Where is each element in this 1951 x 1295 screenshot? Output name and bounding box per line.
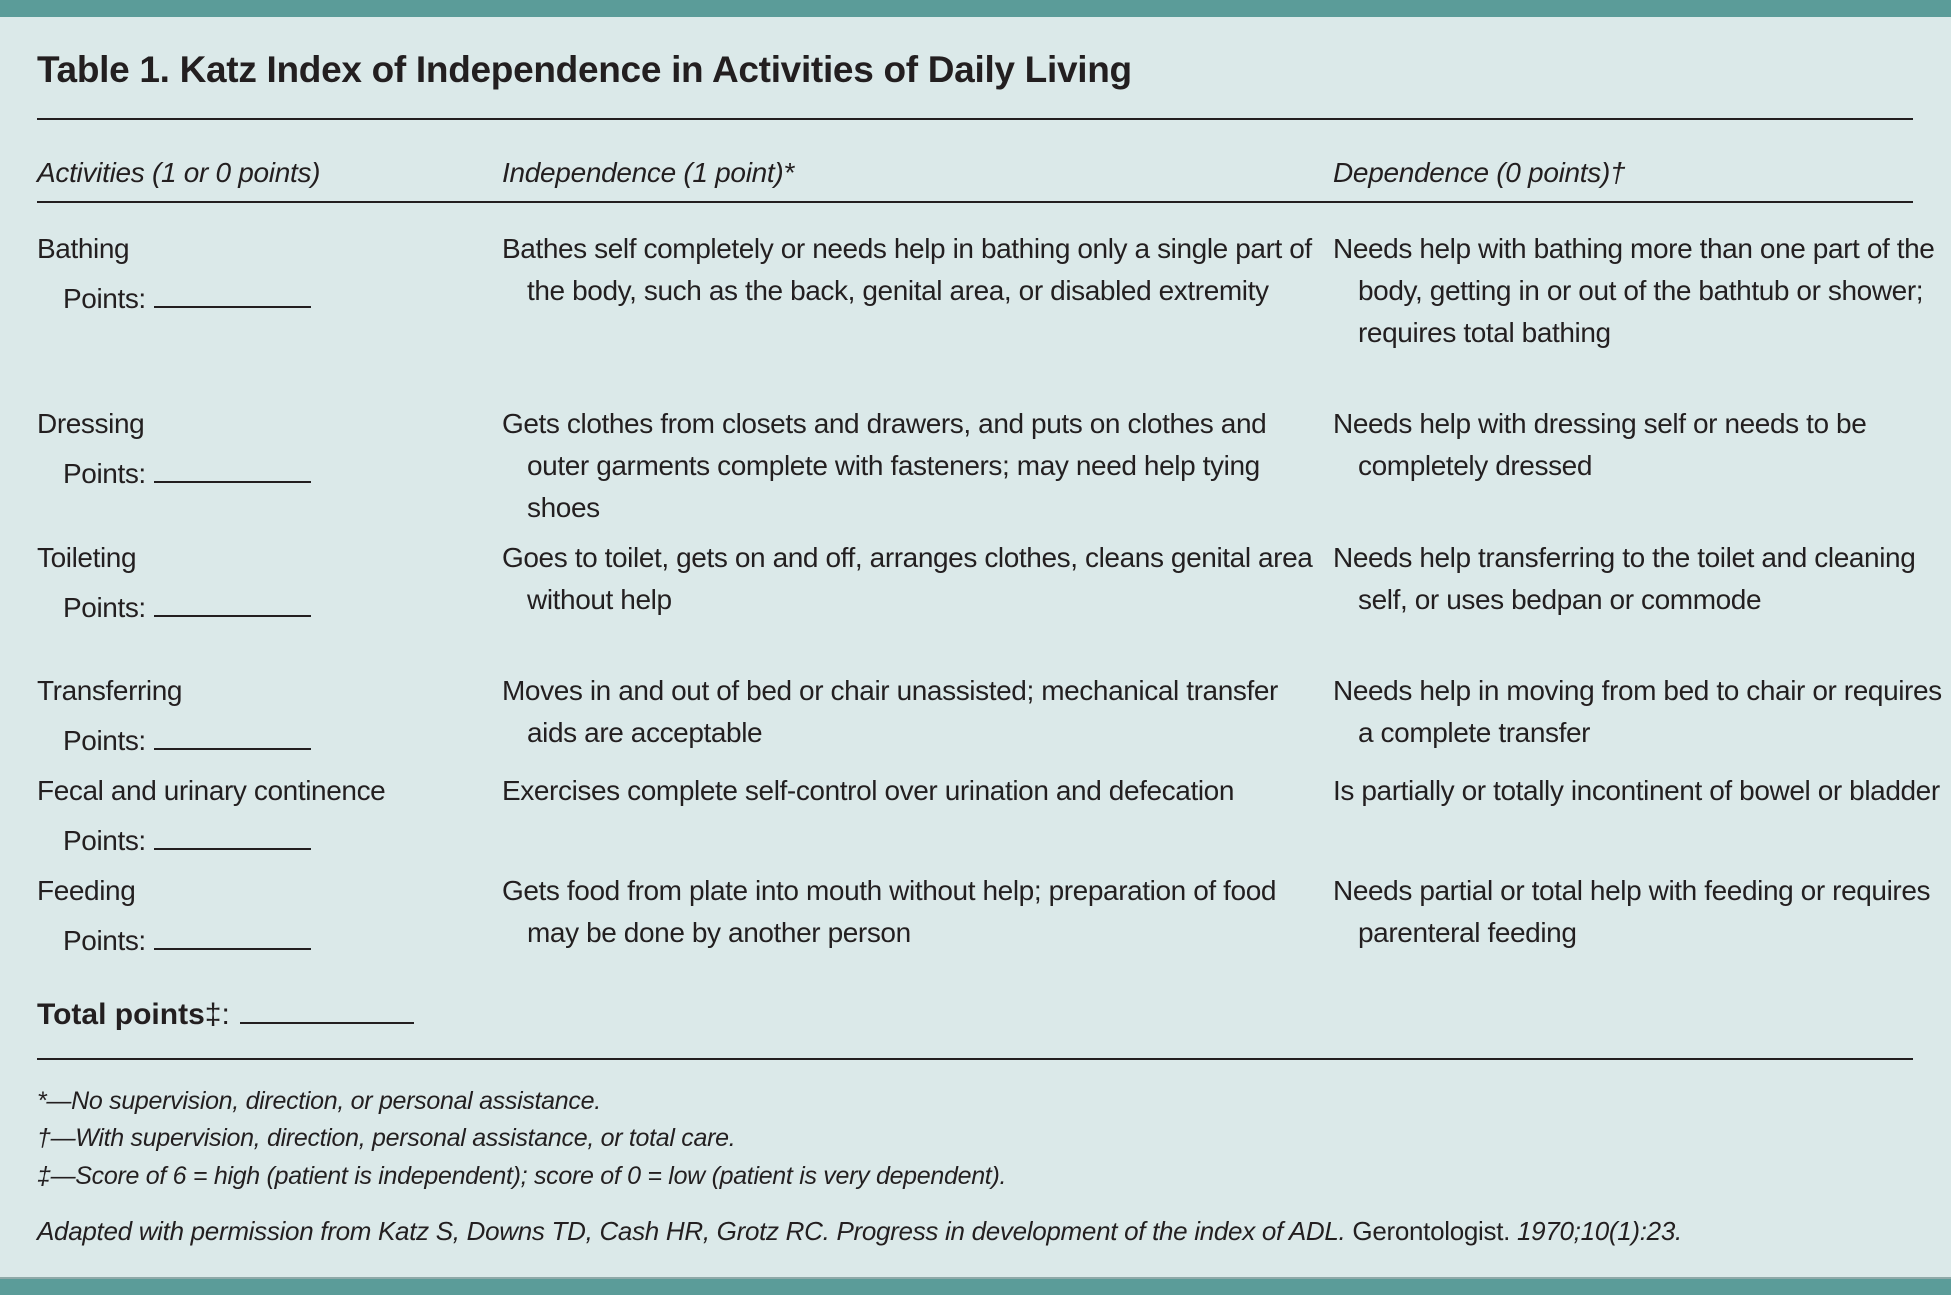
independence-text: Gets food from plate into mouth without help; preparation of food may be done by another person xyxy=(502,875,1277,948)
points-blank[interactable] xyxy=(154,587,311,617)
independence-text: Moves in and out of bed or chair unassisted; mechanical transfer aids are acceptable xyxy=(502,675,1278,748)
header-dependence: Dependence (0 points)† xyxy=(1333,157,1626,188)
footnote-dagger: †—With supervision, direction, personal assistance, or total care. xyxy=(37,1124,736,1152)
activity-name: Toileting xyxy=(37,542,137,573)
independence-text: Exercises complete self-control over urination and defecation xyxy=(502,775,1234,806)
independence-text: Bathes self completely or needs help in bathing only a single part of the body, such as the back, genital area, or disabled extremity xyxy=(502,233,1312,306)
footer-rule xyxy=(37,1058,1913,1060)
total-colon: : xyxy=(221,998,230,1031)
dependence-text: Needs help transferring to the toilet and cleaning self, or uses bedpan or commode xyxy=(1333,542,1916,615)
points-blank[interactable] xyxy=(154,720,311,750)
total-points-label: Total points xyxy=(37,998,205,1031)
dependence-text: Needs help in moving from bed to chair or requires a complete transfer xyxy=(1333,675,1942,748)
points-label: Points: xyxy=(63,592,146,623)
activity-name: Transferring xyxy=(37,675,183,706)
independence-text: Gets clothes from closets and drawers, and puts on clothes and outer garments complete with fasteners; may need help tying shoes xyxy=(502,408,1267,523)
points-blank[interactable] xyxy=(154,920,311,950)
points-label: Points: xyxy=(63,458,146,489)
total-points-blank[interactable] xyxy=(240,994,414,1024)
points-field[interactable] xyxy=(63,278,311,320)
total-points-field[interactable] xyxy=(37,994,414,1036)
header-independence: Independence (1 point)* xyxy=(502,157,794,188)
dependence-text: Needs help with dressing self or needs to be completely dressed xyxy=(1333,408,1867,481)
footnote-asterisk: *—No supervision, direction, or personal assistance. xyxy=(37,1087,601,1115)
citation-journal: Gerontologist. xyxy=(1345,1216,1517,1246)
dependence-text: Needs help with bathing more than one part of the body, getting in or out of the bathtub or shower; requires total bathing xyxy=(1333,233,1935,348)
points-blank[interactable] xyxy=(154,278,311,308)
points-label: Points: xyxy=(63,825,146,856)
points-field[interactable] xyxy=(63,453,311,495)
points-field[interactable] xyxy=(63,720,311,762)
independence-text: Goes to toilet, gets on and off, arranges clothes, cleans genital area without help xyxy=(502,542,1313,615)
points-blank[interactable] xyxy=(154,453,311,483)
header-rule xyxy=(37,201,1913,203)
points-field[interactable] xyxy=(63,920,311,962)
points-field[interactable] xyxy=(63,820,311,862)
activity-name: Bathing xyxy=(37,233,130,264)
dependence-text: Is partially or totally incontinent of bowel or bladder xyxy=(1333,775,1940,806)
citation-text: Adapted with permission from Katz S, Downs TD, Cash HR, Grotz RC. Progress in development of the index of ADL. xyxy=(37,1216,1346,1246)
activity-name: Feeding xyxy=(37,875,136,906)
points-field[interactable] xyxy=(63,587,311,629)
dependence-text: Needs partial or total help with feeding or requires parenteral feeding xyxy=(1333,875,1931,948)
double-dagger-mark: ‡ xyxy=(204,998,222,1031)
activity-name: Fecal and urinary continence xyxy=(37,775,386,806)
citation-ref: 1970;10(1):23. xyxy=(1517,1216,1682,1246)
bottom-accent-bar xyxy=(0,1277,1951,1295)
citation xyxy=(37,1214,1682,1248)
table-title: Table 1. Katz Index of Independence in Activities of Daily Living xyxy=(37,49,1132,90)
activity-name: Dressing xyxy=(37,408,145,439)
points-label: Points: xyxy=(63,925,146,956)
top-accent-bar xyxy=(0,0,1951,17)
points-blank[interactable] xyxy=(154,820,311,850)
points-label: Points: xyxy=(63,283,146,314)
footnote-double-dagger: ‡—Score of 6 = high (patient is independent); score of 0 = low (patient is very dependent). xyxy=(37,1162,1007,1190)
title-rule xyxy=(37,118,1913,120)
header-activities: Activities (1 or 0 points) xyxy=(37,157,321,188)
points-label: Points: xyxy=(63,725,146,756)
